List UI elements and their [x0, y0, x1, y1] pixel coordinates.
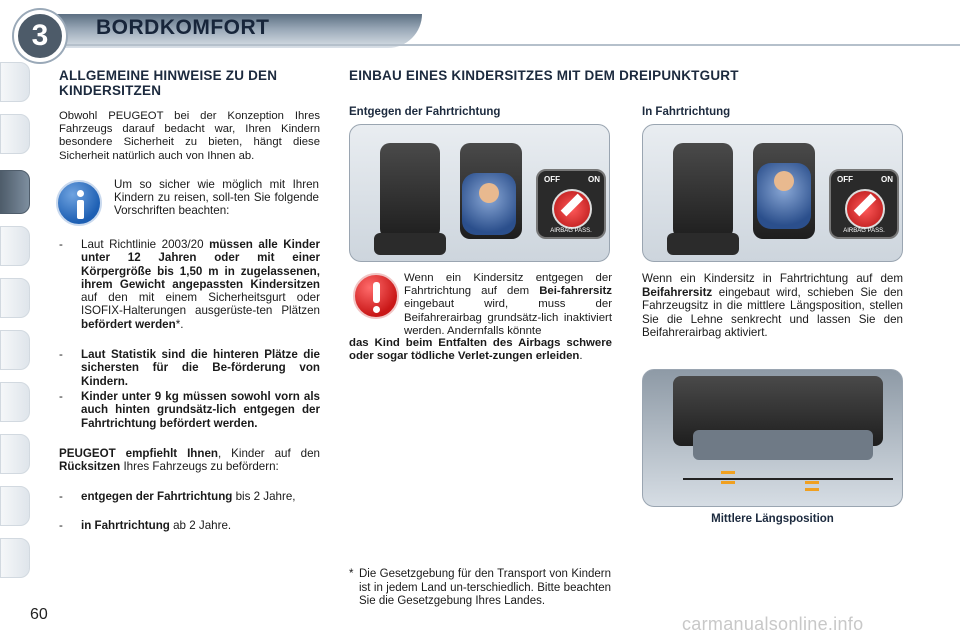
chapter-tabs	[0, 62, 32, 582]
position-mark	[805, 488, 819, 491]
child-head-image	[774, 171, 794, 191]
child-head-image	[479, 183, 499, 203]
chapter-tab-6[interactable]	[0, 330, 30, 370]
illustration-forward-seat	[642, 124, 903, 262]
seat-rail-housing	[693, 430, 873, 460]
info-text: Um so sicher wie möglich mit Ihren Kindern zu reisen, soll-ten Sie folgende Vorschriften beachten:	[114, 178, 319, 218]
position-mark	[721, 481, 735, 484]
info-icon	[56, 180, 102, 226]
chapter-tab-4[interactable]	[0, 226, 30, 266]
airbag-switch-panel: OFF ON AIRBAG PASS.	[829, 169, 899, 239]
watermark: carmanualsonline.info	[682, 614, 864, 634]
list-item-forward: - in Fahrtrichtung ab 2 Jahre.	[59, 519, 232, 532]
subheading-rearward: Entgegen der Fahrtrichtung	[349, 106, 501, 118]
illustration-seat-position	[642, 369, 903, 507]
header-divider	[52, 44, 960, 46]
list-item-rearward: - entgegen der Fahrtrichtung bis 2 Jahre,	[59, 490, 296, 503]
forward-text: Wenn ein Kindersitz in Fahrtrichtung auf dem Beifahrersitz eingebaut wird, schieben Sie den Fahrzeugsitz in die mittlere Längsposition, stellen Sie die Lehne senkrecht und lassen Sie den Beifahrerairbag aktiviert.	[642, 272, 903, 340]
warning-text-bottom: das Kind beim Entfalten des Airbags schwere oder sogar tödliche Verlet-zungen erleiden.	[349, 337, 612, 363]
footnote: * Die Gesetzgebung für den Transport von Kindern ist in jedem Land un-terschiedlich. Bitte beachten Sie die Gesetzgebung Ihres Landes.	[349, 568, 611, 607]
warning-text-top: Wenn ein Kindersitz entgegen der Fahrtrichtung auf dem Bei-fahrersitz eingebaut wird, muss der Beifahrerairbag grundsätz-lich inaktiviert werden. Andernfalls könnte	[404, 272, 612, 337]
left-intro: Obwohl PEUGEOT bei der Konzeption Ihres Fahrzeugs darauf bedacht war, Ihren Kindern besondere Sicherheit zu bieten, hängt diese Sicherheit natürlich auch von Ihnen ab.	[59, 110, 320, 162]
left-heading: ALLGEMEINE HINWEISE ZU DEN KINDERSITZEN	[59, 68, 278, 98]
chapter-tab-2[interactable]	[0, 114, 30, 154]
warning-icon	[353, 273, 399, 319]
chapter-tab-5[interactable]	[0, 278, 30, 318]
airbag-switch-panel: OFF ON AIRBAG PASS.	[536, 169, 606, 239]
seat-base-image	[374, 233, 446, 255]
chapter-tab-1[interactable]	[0, 62, 30, 102]
list-item-rear-seats: - Laut Statistik sind die hinteren Plätze die sichersten für die Be-förderung von Kindern.	[59, 348, 320, 388]
chapter-number-badge: 3	[14, 10, 66, 62]
chapter-tab-8[interactable]	[0, 434, 30, 474]
list-item-directive: - Laut Richtlinie 2003/20 müssen alle Kinder unter 12 Jahren oder mit einer Körpergröße bis 1,50 m in zugelassenen, ihrem Gewicht angepassten Kindersitzen auf den mit einem Sicherheitsgurt oder ISOFIX-Halterungen ausgerüste-ten Plätzen befördert werden*.	[59, 238, 320, 331]
list-item-under-9kg: - Kinder unter 9 kg müssen sowohl vorn als auch hinten grundsätz-lich entgegen der Fahrtrichtung befördert werden.	[59, 390, 320, 430]
length-rail	[683, 478, 893, 480]
illustration-rearward-seat	[349, 124, 610, 262]
chapter-title: BORDKOMFORT	[96, 16, 270, 39]
position-mark	[805, 481, 819, 484]
chapter-tab-3-active[interactable]	[0, 170, 30, 214]
right-heading: EINBAU EINES KINDERSITZES MIT DEM DREIPUNKTGURT	[349, 68, 739, 83]
chapter-tab-7[interactable]	[0, 382, 30, 422]
chapter-tab-9[interactable]	[0, 486, 30, 526]
subheading-forward: In Fahrtrichtung	[642, 106, 731, 118]
position-mark	[721, 471, 735, 474]
chapter-tab-10[interactable]	[0, 538, 30, 578]
seat-position-caption: Mittlere Längsposition	[711, 513, 834, 525]
recommendation: PEUGEOT empfiehlt Ihnen, Kinder auf den Rücksitzen Ihres Fahrzeugs zu befördern:	[59, 447, 320, 474]
seat-image	[380, 143, 440, 239]
page-number: 60	[30, 606, 48, 623]
seat-image	[673, 143, 733, 239]
seat-base-image	[667, 233, 739, 255]
